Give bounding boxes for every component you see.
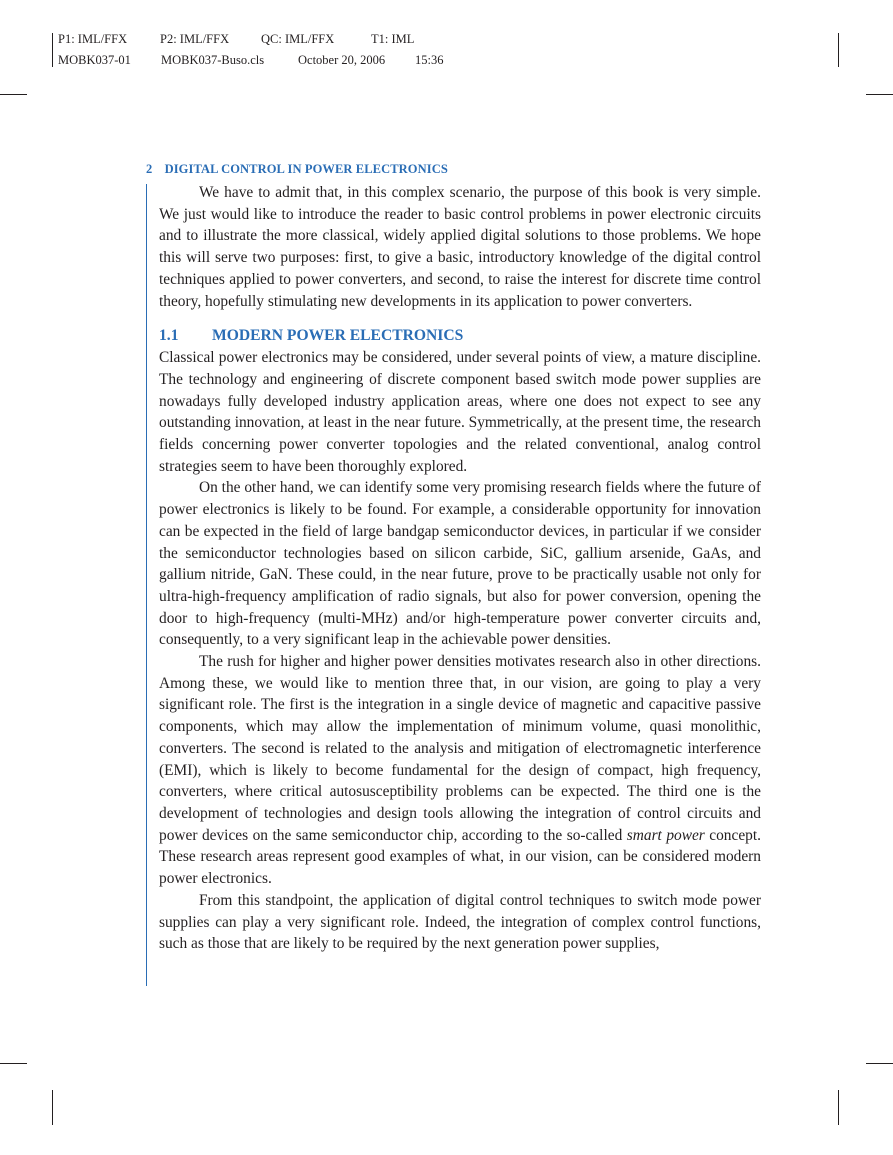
header-time: 15:36	[415, 53, 444, 67]
paragraph-4: From this standpoint, the application of digital control techniques to switch mode power supplies can play a very significant role. Indeed, the integration of complex control functions, such as those that are likely to be required by the next generation power supplies,	[159, 891, 761, 953]
header-t1: T1: IML	[371, 32, 415, 46]
paragraph-2: On the other hand, we can identify some very promising research fields where the future of power electronics is likely to be found. For example, a considerable opportunity for innovation can be expected in the field of large bandgap semiconductor devices, in particular if we consider the semiconductor technologies based on silicon carbide, SiC, gallium arsenide, GaAs, and gallium nitride, GaN. These could, in the near future, prove to be practically usable not only for ultra-high-frequency amplification of radio signals, but also for power conversion, opening the door to high-frequency (multi-MHz) and/or high-temperature power converter circuits and, consequently, to a very significant leap in the achievable power densities.	[159, 479, 761, 649]
page-number: 2	[146, 162, 153, 176]
crop-mark	[866, 94, 893, 95]
paragraph-3-end: concept. These research areas represent good examples of what, in our vision, can be considered modern power electronics.	[159, 826, 761, 888]
crop-mark	[838, 33, 839, 67]
header-qc: QC: IML/FFX	[261, 32, 335, 46]
crop-mark	[866, 1063, 893, 1064]
crop-mark	[52, 33, 53, 67]
crop-mark	[0, 94, 27, 95]
margin-rule	[146, 184, 147, 986]
running-head	[146, 162, 448, 177]
header-job-id: MOBK037-01	[58, 53, 131, 67]
paragraph-3	[159, 651, 761, 890]
crop-mark	[0, 1063, 27, 1064]
header-class-file: MOBK037-Buso.cls	[161, 53, 265, 67]
chapter-title: DIGITAL CONTROL IN POWER ELECTRONICS	[164, 162, 448, 176]
section-title: MODERN POWER ELECTRONICS	[212, 327, 464, 345]
header-date: October 20, 2006	[298, 53, 386, 67]
paragraph-3-start: The rush for higher and higher power densities motivates research also in other directions. Among these, we would like to mention three that, in our vision, are going to play a very significant role. The first is the integration in a single device of magnetic and capacitive passive components, which may allow the implementation of minimum volume, quasi monolithic, converters. The second is related to the analysis and mitigation of electromagnetic interference (EMI), which is likely to become fundamental for the design of compact, high frequency, converters, where critical autosusceptibility problems can be expected. The third one is the development of technologies and design tools allowing the integration of control circuits and power devices on the same semiconductor chip, according to the so-called	[159, 653, 761, 844]
intro-paragraph: We have to admit that, in this complex scenario, the purpose of this book is very simple. We just would like to introduce the reader to basic control problems in power electronic circuits and to illustrate the more classical, widely applied digital solutions to those problems. We hope this will serve two purposes: first, to give a basic, introductory knowledge of the digital control techniques applied to power converters, and second, to raise the interest for discrete time control theory, hopefully stimulating new developments in its application to power converters.	[159, 184, 761, 310]
section-heading	[159, 325, 761, 347]
header-p1: P1: IML/FFX	[58, 32, 128, 46]
paragraph-1: Classical power electronics may be considered, under several points of view, a mature discipline. The technology and engineering of discrete component based switch mode power supplies are nowadays fully developed industry application areas, where one does not expect to see any outstanding innovation, at least in the near future. Symmetrically, at the present time, the research fields concerning power converter topologies and the related conventional, analog control strategies seem to have been thoroughly explored.	[159, 349, 761, 475]
header-p2: P2: IML/FFX	[160, 32, 230, 46]
crop-mark	[838, 1090, 839, 1125]
body-text	[159, 182, 761, 955]
section-number: 1.1	[159, 327, 179, 345]
crop-mark	[52, 1090, 53, 1125]
smart-power-term: smart power	[626, 826, 705, 844]
